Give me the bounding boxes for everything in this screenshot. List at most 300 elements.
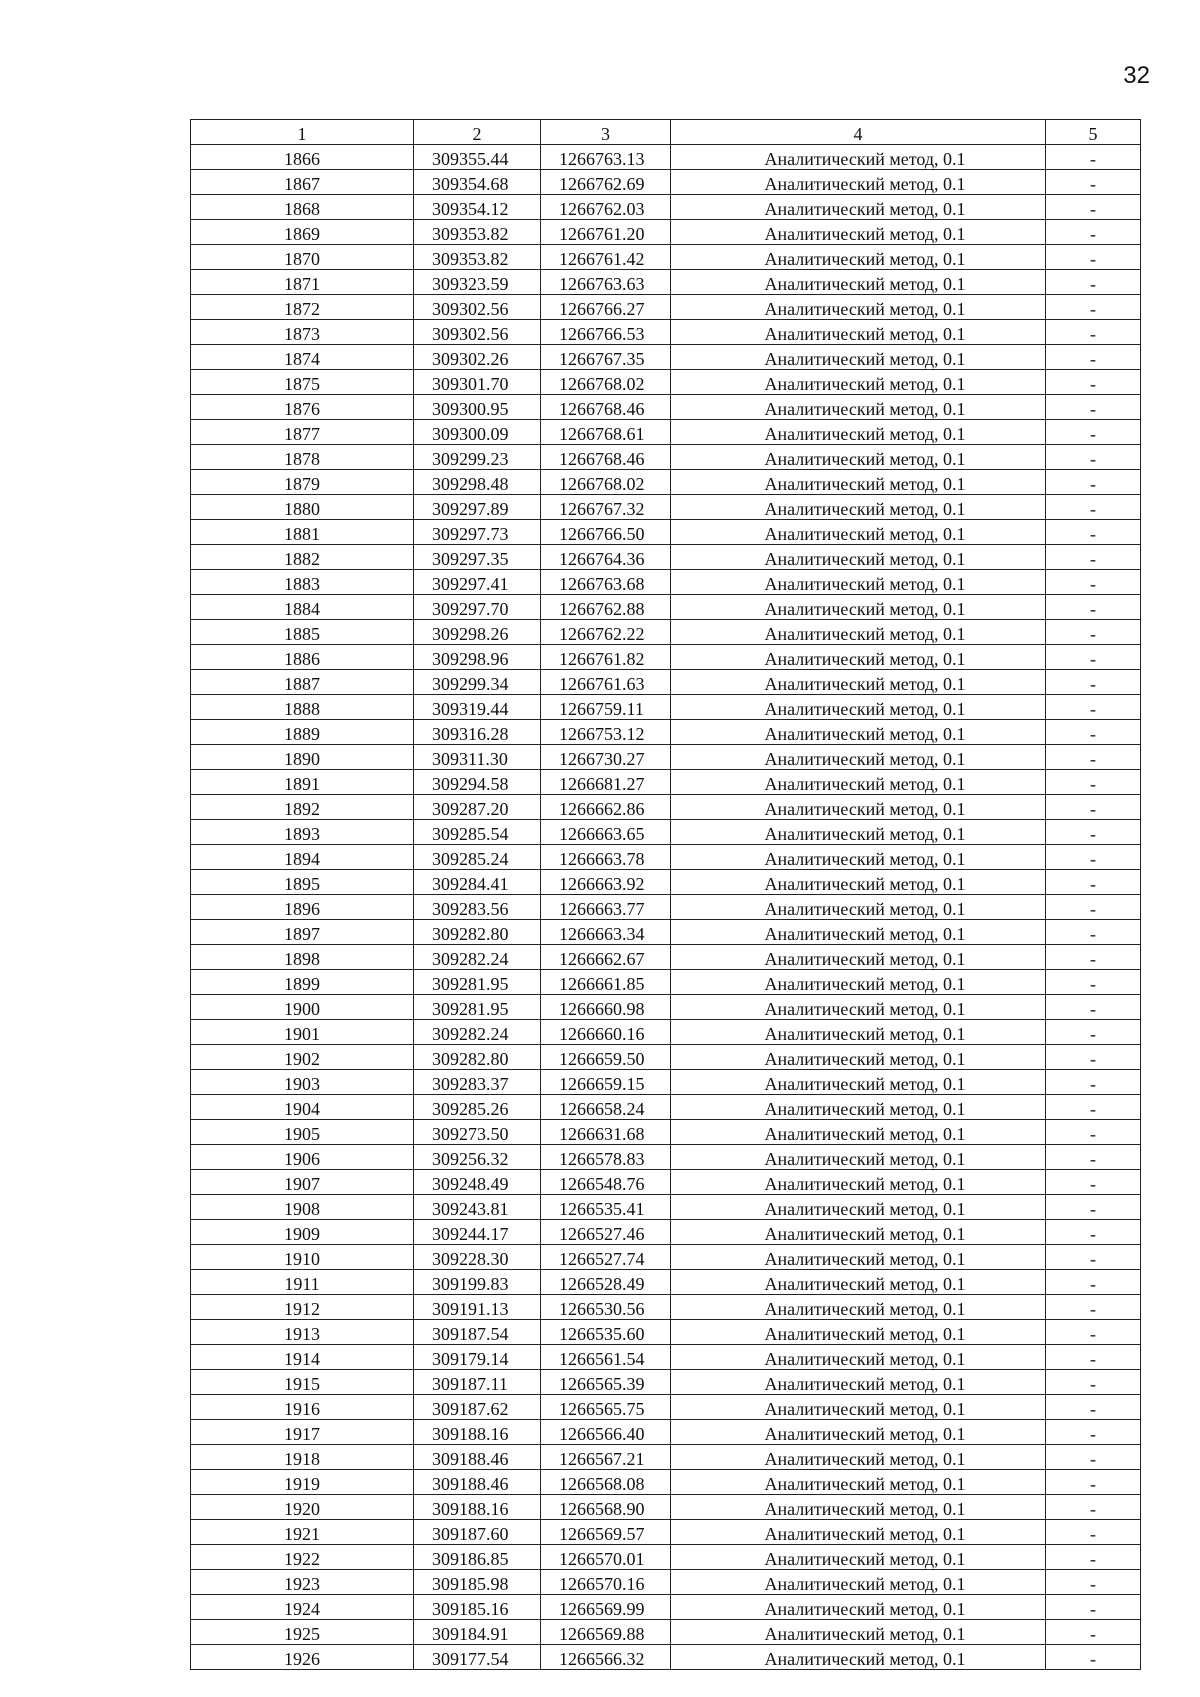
x-coordinate-cell: 309323.59 (414, 270, 541, 295)
method-cell: Аналитический метод, 0.1 (671, 395, 1046, 420)
table-row (191, 1395, 1141, 1420)
point-number-cell: 1920 (191, 1495, 414, 1520)
point-number-cell: 1901 (191, 1020, 414, 1045)
method-cell: Аналитический метод, 0.1 (671, 1345, 1046, 1370)
point-number-cell: 1917 (191, 1420, 414, 1445)
x-coordinate-cell: 309285.24 (414, 845, 541, 870)
note-cell: - (1046, 1545, 1141, 1570)
x-coordinate-cell: 309282.80 (414, 920, 541, 945)
note-cell: - (1046, 320, 1141, 345)
method-cell: Аналитический метод, 0.1 (671, 745, 1046, 770)
x-coordinate-cell: 309311.30 (414, 745, 541, 770)
note-cell: - (1046, 520, 1141, 545)
y-coordinate-cell: 1266569.57 (541, 1520, 671, 1545)
note-cell: - (1046, 645, 1141, 670)
point-number-cell: 1906 (191, 1145, 414, 1170)
table-row (191, 270, 1141, 295)
y-coordinate-cell: 1266768.61 (541, 420, 671, 445)
x-coordinate-cell: 309302.56 (414, 320, 541, 345)
table-row (191, 920, 1141, 945)
table-row (191, 670, 1141, 695)
note-cell: - (1046, 570, 1141, 595)
note-cell: - (1046, 995, 1141, 1020)
method-cell: Аналитический метод, 0.1 (671, 970, 1046, 995)
table-row (191, 795, 1141, 820)
table-row (191, 1095, 1141, 1120)
y-coordinate-cell: 1266768.02 (541, 470, 671, 495)
note-cell: - (1046, 895, 1141, 920)
y-coordinate-cell: 1266661.85 (541, 970, 671, 995)
point-number-cell: 1888 (191, 695, 414, 720)
point-number-cell: 1894 (191, 845, 414, 870)
point-number-cell: 1891 (191, 770, 414, 795)
point-number-cell: 1879 (191, 470, 414, 495)
table-row (191, 770, 1141, 795)
method-cell: Аналитический метод, 0.1 (671, 320, 1046, 345)
x-coordinate-cell: 309179.14 (414, 1345, 541, 1370)
table-row (191, 420, 1141, 445)
method-cell: Аналитический метод, 0.1 (671, 1270, 1046, 1295)
x-coordinate-cell: 309243.81 (414, 1195, 541, 1220)
table-row (191, 570, 1141, 595)
note-cell: - (1046, 970, 1141, 995)
table-row (191, 1220, 1141, 1245)
point-number-cell: 1904 (191, 1095, 414, 1120)
note-cell: - (1046, 1245, 1141, 1270)
note-cell: - (1046, 1045, 1141, 1070)
x-coordinate-cell: 309298.48 (414, 470, 541, 495)
y-coordinate-cell: 1266568.08 (541, 1470, 671, 1495)
point-number-cell: 1902 (191, 1045, 414, 1070)
x-coordinate-cell: 309191.13 (414, 1295, 541, 1320)
y-coordinate-cell: 1266535.60 (541, 1320, 671, 1345)
method-cell: Аналитический метод, 0.1 (671, 1595, 1046, 1620)
point-number-cell: 1912 (191, 1295, 414, 1320)
x-coordinate-cell: 309188.46 (414, 1470, 541, 1495)
point-number-cell: 1914 (191, 1345, 414, 1370)
y-coordinate-cell: 1266761.82 (541, 645, 671, 670)
method-cell: Аналитический метод, 0.1 (671, 770, 1046, 795)
x-coordinate-cell: 309187.54 (414, 1320, 541, 1345)
note-cell: - (1046, 695, 1141, 720)
method-cell: Аналитический метод, 0.1 (671, 570, 1046, 595)
page-number: 32 (1123, 62, 1150, 89)
table-row (191, 945, 1141, 970)
table-row (191, 870, 1141, 895)
x-coordinate-cell: 309177.54 (414, 1645, 541, 1670)
x-coordinate-cell: 309299.23 (414, 445, 541, 470)
note-cell: - (1046, 1395, 1141, 1420)
table-row (191, 1245, 1141, 1270)
note-cell: - (1046, 220, 1141, 245)
method-cell: Аналитический метод, 0.1 (671, 1320, 1046, 1345)
table-row (191, 595, 1141, 620)
header-col-3: 3 (541, 120, 671, 145)
x-coordinate-cell: 309285.54 (414, 820, 541, 845)
note-cell: - (1046, 195, 1141, 220)
table-row (191, 220, 1141, 245)
table-row (191, 445, 1141, 470)
point-number-cell: 1881 (191, 520, 414, 545)
note-cell: - (1046, 1020, 1141, 1045)
method-cell: Аналитический метод, 0.1 (671, 795, 1046, 820)
y-coordinate-cell: 1266767.35 (541, 345, 671, 370)
method-cell: Аналитический метод, 0.1 (671, 1470, 1046, 1495)
x-coordinate-cell: 309297.35 (414, 545, 541, 570)
table-row (191, 1495, 1141, 1520)
y-coordinate-cell: 1266761.63 (541, 670, 671, 695)
method-cell: Аналитический метод, 0.1 (671, 1520, 1046, 1545)
point-number-cell: 1892 (191, 795, 414, 820)
note-cell: - (1046, 595, 1141, 620)
y-coordinate-cell: 1266663.34 (541, 920, 671, 945)
y-coordinate-cell: 1266763.68 (541, 570, 671, 595)
x-coordinate-cell: 309353.82 (414, 220, 541, 245)
x-coordinate-cell: 309187.11 (414, 1370, 541, 1395)
x-coordinate-cell: 309244.17 (414, 1220, 541, 1245)
table-row (191, 1370, 1141, 1395)
method-cell: Аналитический метод, 0.1 (671, 1545, 1046, 1570)
y-coordinate-cell: 1266762.03 (541, 195, 671, 220)
x-coordinate-cell: 309285.26 (414, 1095, 541, 1120)
method-cell: Аналитический метод, 0.1 (671, 620, 1046, 645)
y-coordinate-cell: 1266662.67 (541, 945, 671, 970)
method-cell: Аналитический метод, 0.1 (671, 145, 1046, 170)
method-cell: Аналитический метод, 0.1 (671, 595, 1046, 620)
method-cell: Аналитический метод, 0.1 (671, 170, 1046, 195)
method-cell: Аналитический метод, 0.1 (671, 1645, 1046, 1670)
point-number-cell: 1893 (191, 820, 414, 845)
y-coordinate-cell: 1266759.11 (541, 695, 671, 720)
y-coordinate-cell: 1266663.77 (541, 895, 671, 920)
y-coordinate-cell: 1266763.63 (541, 270, 671, 295)
note-cell: - (1046, 920, 1141, 945)
y-coordinate-cell: 1266659.50 (541, 1045, 671, 1070)
table-row (191, 1045, 1141, 1070)
note-cell: - (1046, 345, 1141, 370)
y-coordinate-cell: 1266567.21 (541, 1445, 671, 1470)
y-coordinate-cell: 1266548.76 (541, 1170, 671, 1195)
note-cell: - (1046, 370, 1141, 395)
table-row (191, 745, 1141, 770)
table-row (191, 720, 1141, 745)
method-cell: Аналитический метод, 0.1 (671, 1620, 1046, 1645)
note-cell: - (1046, 1120, 1141, 1145)
method-cell: Аналитический метод, 0.1 (671, 845, 1046, 870)
table-row (191, 520, 1141, 545)
note-cell: - (1046, 295, 1141, 320)
x-coordinate-cell: 309283.56 (414, 895, 541, 920)
note-cell: - (1046, 620, 1141, 645)
point-number-cell: 1911 (191, 1270, 414, 1295)
table-row (191, 1120, 1141, 1145)
point-number-cell: 1903 (191, 1070, 414, 1095)
y-coordinate-cell: 1266663.78 (541, 845, 671, 870)
x-coordinate-cell: 309282.24 (414, 945, 541, 970)
note-cell: - (1046, 270, 1141, 295)
method-cell: Аналитический метод, 0.1 (671, 1070, 1046, 1095)
point-number-cell: 1900 (191, 995, 414, 1020)
x-coordinate-cell: 309297.41 (414, 570, 541, 595)
point-number-cell: 1873 (191, 320, 414, 345)
point-number-cell: 1909 (191, 1220, 414, 1245)
method-cell: Аналитический метод, 0.1 (671, 695, 1046, 720)
x-coordinate-cell: 309284.41 (414, 870, 541, 895)
note-cell: - (1046, 945, 1141, 970)
note-cell: - (1046, 420, 1141, 445)
note-cell: - (1046, 1370, 1141, 1395)
table-row (191, 1470, 1141, 1495)
x-coordinate-cell: 309187.62 (414, 1395, 541, 1420)
y-coordinate-cell: 1266527.74 (541, 1245, 671, 1270)
y-coordinate-cell: 1266528.49 (541, 1270, 671, 1295)
x-coordinate-cell: 309298.26 (414, 620, 541, 645)
note-cell: - (1046, 770, 1141, 795)
x-coordinate-cell: 309297.73 (414, 520, 541, 545)
note-cell: - (1046, 1445, 1141, 1470)
method-cell: Аналитический метод, 0.1 (671, 1495, 1046, 1520)
note-cell: - (1046, 1470, 1141, 1495)
table-row (191, 320, 1141, 345)
table-row (191, 195, 1141, 220)
x-coordinate-cell: 309185.16 (414, 1595, 541, 1620)
x-coordinate-cell: 309316.28 (414, 720, 541, 745)
point-number-cell: 1874 (191, 345, 414, 370)
table-row (191, 1595, 1141, 1620)
note-cell: - (1046, 1145, 1141, 1170)
method-cell: Аналитический метод, 0.1 (671, 945, 1046, 970)
x-coordinate-cell: 309188.46 (414, 1445, 541, 1470)
note-cell: - (1046, 1070, 1141, 1095)
y-coordinate-cell: 1266763.13 (541, 145, 671, 170)
point-number-cell: 1899 (191, 970, 414, 995)
table-row (191, 470, 1141, 495)
y-coordinate-cell: 1266530.56 (541, 1295, 671, 1320)
point-number-cell: 1876 (191, 395, 414, 420)
point-number-cell: 1925 (191, 1620, 414, 1645)
x-coordinate-cell: 309297.70 (414, 595, 541, 620)
table-row (191, 345, 1141, 370)
header-col-5: 5 (1046, 120, 1141, 145)
table-row (191, 395, 1141, 420)
y-coordinate-cell: 1266535.41 (541, 1195, 671, 1220)
y-coordinate-cell: 1266766.53 (541, 320, 671, 345)
y-coordinate-cell: 1266762.88 (541, 595, 671, 620)
point-number-cell: 1905 (191, 1120, 414, 1145)
y-coordinate-cell: 1266764.36 (541, 545, 671, 570)
table-row (191, 1270, 1141, 1295)
table-row (191, 895, 1141, 920)
table-row (191, 620, 1141, 645)
point-number-cell: 1895 (191, 870, 414, 895)
x-coordinate-cell: 309273.50 (414, 1120, 541, 1145)
table-row (191, 245, 1141, 270)
point-number-cell: 1890 (191, 745, 414, 770)
table-row (191, 1645, 1141, 1670)
x-coordinate-cell: 309301.70 (414, 370, 541, 395)
y-coordinate-cell: 1266659.15 (541, 1070, 671, 1095)
point-number-cell: 1907 (191, 1170, 414, 1195)
y-coordinate-cell: 1266663.65 (541, 820, 671, 845)
note-cell: - (1046, 1170, 1141, 1195)
method-cell: Аналитический метод, 0.1 (671, 1445, 1046, 1470)
point-number-cell: 1898 (191, 945, 414, 970)
note-cell: - (1046, 245, 1141, 270)
table-row (191, 1420, 1141, 1445)
y-coordinate-cell: 1266768.46 (541, 395, 671, 420)
note-cell: - (1046, 1520, 1141, 1545)
y-coordinate-cell: 1266631.68 (541, 1120, 671, 1145)
y-coordinate-cell: 1266660.98 (541, 995, 671, 1020)
y-coordinate-cell: 1266568.90 (541, 1495, 671, 1520)
note-cell: - (1046, 1295, 1141, 1320)
table-row (191, 170, 1141, 195)
note-cell: - (1046, 1595, 1141, 1620)
point-number-cell: 1883 (191, 570, 414, 595)
method-cell: Аналитический метод, 0.1 (671, 545, 1046, 570)
x-coordinate-cell: 309184.91 (414, 1620, 541, 1645)
y-coordinate-cell: 1266662.86 (541, 795, 671, 820)
table-row (191, 1620, 1141, 1645)
note-cell: - (1046, 845, 1141, 870)
note-cell: - (1046, 1570, 1141, 1595)
y-coordinate-cell: 1266663.92 (541, 870, 671, 895)
x-coordinate-cell: 309188.16 (414, 1495, 541, 1520)
note-cell: - (1046, 545, 1141, 570)
x-coordinate-cell: 309302.56 (414, 295, 541, 320)
method-cell: Аналитический метод, 0.1 (671, 1145, 1046, 1170)
point-number-cell: 1889 (191, 720, 414, 745)
note-cell: - (1046, 395, 1141, 420)
method-cell: Аналитический метод, 0.1 (671, 1245, 1046, 1270)
method-cell: Аналитический метод, 0.1 (671, 1295, 1046, 1320)
table-row (191, 645, 1141, 670)
y-coordinate-cell: 1266566.40 (541, 1420, 671, 1445)
note-cell: - (1046, 870, 1141, 895)
y-coordinate-cell: 1266660.16 (541, 1020, 671, 1045)
point-number-cell: 1926 (191, 1645, 414, 1670)
y-coordinate-cell: 1266681.27 (541, 770, 671, 795)
note-cell: - (1046, 1620, 1141, 1645)
table-row (191, 1345, 1141, 1370)
table-row (191, 845, 1141, 870)
table-row (191, 1195, 1141, 1220)
x-coordinate-cell: 309228.30 (414, 1245, 541, 1270)
method-cell: Аналитический метод, 0.1 (671, 645, 1046, 670)
y-coordinate-cell: 1266753.12 (541, 720, 671, 745)
method-cell: Аналитический метод, 0.1 (671, 1195, 1046, 1220)
y-coordinate-cell: 1266768.02 (541, 370, 671, 395)
point-number-cell: 1886 (191, 645, 414, 670)
table-row (191, 695, 1141, 720)
table-row (191, 295, 1141, 320)
table-row (191, 145, 1141, 170)
table-row (191, 1520, 1141, 1545)
y-coordinate-cell: 1266570.01 (541, 1545, 671, 1570)
method-cell: Аналитический метод, 0.1 (671, 370, 1046, 395)
note-cell: - (1046, 820, 1141, 845)
y-coordinate-cell: 1266561.54 (541, 1345, 671, 1370)
note-cell: - (1046, 670, 1141, 695)
y-coordinate-cell: 1266762.22 (541, 620, 671, 645)
table-body (191, 145, 1141, 1670)
y-coordinate-cell: 1266761.42 (541, 245, 671, 270)
method-cell: Аналитический метод, 0.1 (671, 295, 1046, 320)
point-number-cell: 1882 (191, 545, 414, 570)
table-row (191, 995, 1141, 1020)
table-row (191, 1545, 1141, 1570)
note-cell: - (1046, 795, 1141, 820)
method-cell: Аналитический метод, 0.1 (671, 820, 1046, 845)
method-cell: Аналитический метод, 0.1 (671, 445, 1046, 470)
y-coordinate-cell: 1266569.88 (541, 1620, 671, 1645)
method-cell: Аналитический метод, 0.1 (671, 1220, 1046, 1245)
x-coordinate-cell: 309187.60 (414, 1520, 541, 1545)
x-coordinate-cell: 309185.98 (414, 1570, 541, 1595)
note-cell: - (1046, 1320, 1141, 1345)
header-col-4: 4 (671, 120, 1046, 145)
table-row (191, 1295, 1141, 1320)
method-cell: Аналитический метод, 0.1 (671, 870, 1046, 895)
point-number-cell: 1910 (191, 1245, 414, 1270)
point-number-cell: 1866 (191, 145, 414, 170)
x-coordinate-cell: 309355.44 (414, 145, 541, 170)
point-number-cell: 1913 (191, 1320, 414, 1345)
method-cell: Аналитический метод, 0.1 (671, 245, 1046, 270)
header-col-1: 1 (191, 120, 414, 145)
table-row (191, 545, 1141, 570)
point-number-cell: 1880 (191, 495, 414, 520)
x-coordinate-cell: 309282.80 (414, 1045, 541, 1070)
point-number-cell: 1870 (191, 245, 414, 270)
point-number-cell: 1924 (191, 1595, 414, 1620)
table-row (191, 1145, 1141, 1170)
note-cell: - (1046, 445, 1141, 470)
y-coordinate-cell: 1266762.69 (541, 170, 671, 195)
table-row (191, 1020, 1141, 1045)
x-coordinate-cell: 309354.68 (414, 170, 541, 195)
note-cell: - (1046, 495, 1141, 520)
x-coordinate-cell: 309199.83 (414, 1270, 541, 1295)
table-row (191, 1170, 1141, 1195)
note-cell: - (1046, 470, 1141, 495)
y-coordinate-cell: 1266570.16 (541, 1570, 671, 1595)
note-cell: - (1046, 720, 1141, 745)
method-cell: Аналитический метод, 0.1 (671, 420, 1046, 445)
table-row (191, 495, 1141, 520)
point-number-cell: 1868 (191, 195, 414, 220)
method-cell: Аналитический метод, 0.1 (671, 895, 1046, 920)
note-cell: - (1046, 1645, 1141, 1670)
point-number-cell: 1919 (191, 1470, 414, 1495)
y-coordinate-cell: 1266578.83 (541, 1145, 671, 1170)
header-row (191, 120, 1141, 145)
x-coordinate-cell: 309354.12 (414, 195, 541, 220)
note-cell: - (1046, 1220, 1141, 1245)
x-coordinate-cell: 309188.16 (414, 1420, 541, 1445)
table-row (191, 970, 1141, 995)
method-cell: Аналитический метод, 0.1 (671, 195, 1046, 220)
point-number-cell: 1877 (191, 420, 414, 445)
point-number-cell: 1872 (191, 295, 414, 320)
x-coordinate-cell: 309319.44 (414, 695, 541, 720)
method-cell: Аналитический метод, 0.1 (671, 220, 1046, 245)
table-row (191, 1070, 1141, 1095)
note-cell: - (1046, 1345, 1141, 1370)
method-cell: Аналитический метод, 0.1 (671, 1020, 1046, 1045)
table-row (191, 1445, 1141, 1470)
x-coordinate-cell: 309300.95 (414, 395, 541, 420)
